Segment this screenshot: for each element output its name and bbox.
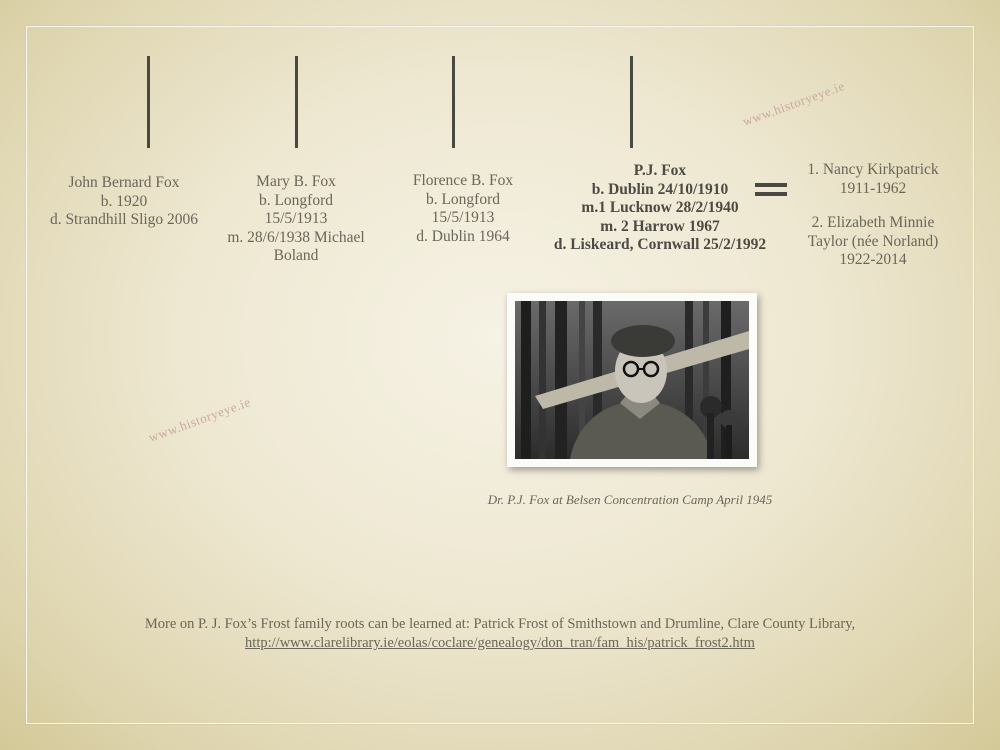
spouse-maiden-name: Taylor (née Norland) [807, 232, 939, 250]
person-born: b. 1920 [100, 192, 148, 210]
person-birth-date: 15/5/1913 [264, 210, 328, 227]
tree-line-4 [630, 56, 633, 148]
person-mary-b-fox [208, 173, 384, 266]
spouse-name: 2. Elizabeth Minnie [811, 214, 935, 231]
watermark-top-right: www.historyeye.ie [740, 78, 847, 129]
person-name: Florence B. Fox [412, 172, 514, 189]
spouse-dates: 1922-2014 [839, 251, 907, 268]
marriage-equals-bottom [755, 192, 787, 196]
spouse-dates: 1911-1962 [839, 179, 907, 197]
person-pj-fox [526, 162, 794, 255]
person-name: Mary B. Fox [256, 173, 336, 190]
person-born: b. Dublin 24/10/1910 [591, 180, 729, 198]
person-born: b. Longford [258, 191, 334, 209]
person-john-bernard-fox [34, 174, 214, 230]
person-second-marriage: m. 2 Harrow 1967 [600, 217, 720, 235]
footer-note [60, 615, 940, 653]
person-birth-date: 15/5/1913 [431, 209, 495, 226]
spouse-nancy-kirkpatrick [800, 161, 946, 198]
person-married: m. 28/6/1938 Michael [227, 228, 365, 246]
person-died: d. Dublin 1964 [416, 227, 510, 245]
tree-line-2 [295, 56, 298, 148]
belsen-photo [515, 301, 749, 459]
clare-library-link[interactable]: http://www.clarelibrary.ie/eolas/coclare/genealogy/don_tran/fam_his/patrick_frost2.htm [245, 635, 755, 651]
person-name: John Bernard Fox [68, 174, 180, 191]
person-died: d. Strandhill Sligo 2006 [49, 211, 199, 228]
person-born: b. Longford [425, 190, 501, 208]
watermark-left: www.historyeye.ie [146, 394, 253, 445]
tree-line-1 [147, 56, 150, 148]
spouse-name: 1. Nancy Kirkpatrick [807, 161, 939, 178]
photo-frame [507, 293, 757, 467]
person-name: P.J. Fox [633, 162, 687, 179]
photo-illustration [515, 301, 749, 459]
photo-caption: Dr. P.J. Fox at Belsen Concentration Camp April 1945 [487, 492, 773, 507]
person-first-marriage: m.1 Lucknow 28/2/1940 [581, 199, 739, 216]
tree-line-3 [452, 56, 455, 148]
spouse-elizabeth-minnie-taylor [800, 214, 946, 270]
person-died: d. Liskeard, Cornwall 25/2/1992 [553, 236, 767, 253]
person-florence-b-fox [380, 172, 546, 246]
footer-text: More on P. J. Fox’s Frost family roots can be learned at: Patrick Frost of Smithstown and Drumline, Clare County Library, [144, 616, 856, 632]
person-spouse: Boland [273, 247, 319, 264]
marriage-equals-top [755, 183, 787, 187]
